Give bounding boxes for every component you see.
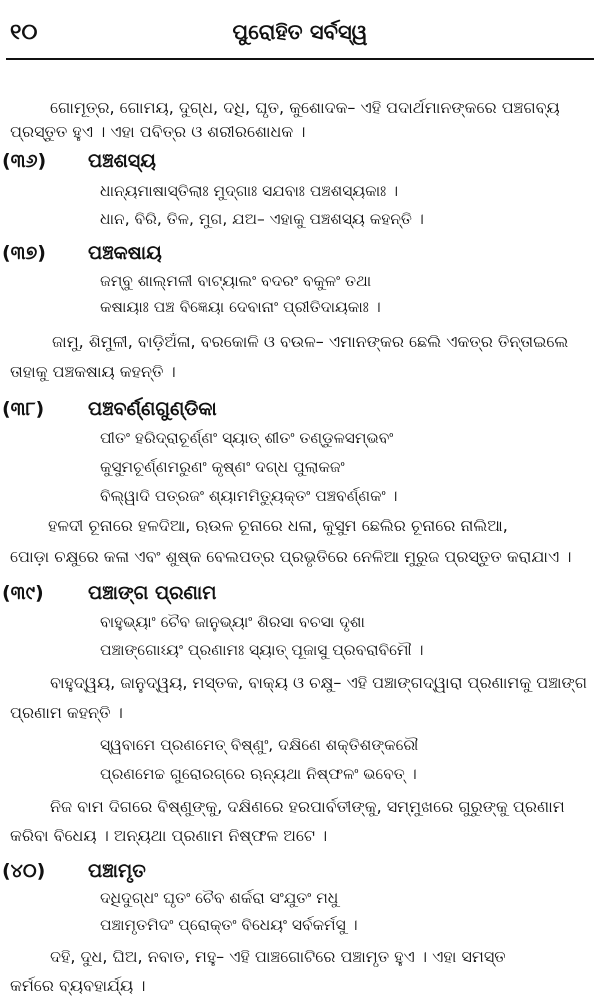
verse-line: କଷାୟାଃ ପଞ୍ଚ ବିଜ୍ଞେୟା ଦେବାନାଂ ପ୍ରୀତିଦାୟକାଃ । xyxy=(100,298,381,316)
section-heading-36 xyxy=(2,148,156,174)
section-title: ପଞ୍ଚାଙ୍ଗ ପ୍ରଣାମ xyxy=(88,582,217,604)
verse-line: ଧାନ୍ୟମାଷାସ୍ତିଲାଃ ମୁଦ୍ଗାଃ ସଯବାଃ ପଞ୍ଚଶସ୍ୟକାଃ । xyxy=(100,182,399,200)
verse-line: ପ୍ରଣମେଚ୍ଚ ଗୁରୋରଗ୍ରେ ଋନ୍ୟଥା ନିଷ୍ଫଳଂ ଭବେତ୍ । xyxy=(100,765,417,783)
paragraph-line: ତାହାକୁ ପଞ୍ଚକଷାୟ କହନ୍ତି । xyxy=(10,362,176,381)
verse-line: ବିଲ୍ୱାଦି ପତ୍ରଜଂ ଶ୍ୟାମମିତ୍ୟୁକ୍ତଂ ପଞ୍ଚବର୍ଣ୍ଣକଂ । xyxy=(100,487,398,505)
paragraph-line: ଜାମୁ, ଶିମୁଳୀ, ବାଡ଼ିଅଁଳା, ବରକୋଳି ଓ ବଉଳ– ଏମାନଙ୍କର ଛେଲି ଏକତ୍ର ତିନ୍ତାଇଲେ xyxy=(52,332,569,351)
section-number: (୪୦) xyxy=(2,860,46,882)
page-title: ପୁରୋହିତ ସର୍ବସ୍ୱ xyxy=(232,20,368,44)
verse-line: ବାହୁଭ୍ୟାଂ ଚୈବ ଜାନୁଭ୍ୟାଂ ଶିରସା ବଚସା ଦୃଶା xyxy=(100,613,365,631)
intro-line-2: ପ୍ରସ୍ତୁତ ହୁଏ । ଏହା ପବିତ୍ର ଓ ଶରୀରଶୋଧକ । xyxy=(10,122,306,141)
verse-line: ଜମ୍ବୁ ଶାଲ୍ମଳୀ ବାଟ୍ୟାଲଂ ବଦରଂ ବକୁଳଂ ତଥା xyxy=(100,272,372,290)
page-number: ୧୦ xyxy=(10,20,38,45)
section-title: ପଞ୍ଚକଷାୟ xyxy=(88,242,162,264)
paragraph-line: ପୋଡ଼ା ଚକ୍ଷୁରେ କଳା ଏବଂ ଶୁଷ୍କ ବେଲପତ୍ର ପ୍ରଭୃତିରେ ନେଳିଆ ମୁରୁଜ ପ୍ରସ୍ତୁତ କରାଯାଏ । xyxy=(10,547,572,566)
section-heading-40 xyxy=(2,858,146,884)
verse-line: ଦଧିଦୁଗ୍ଧଂ ଘୃତଂ ଚୈବ ଶର୍କରା ସଂଯୁତଂ ମଧୁ xyxy=(100,889,339,907)
section-number: (୩୯) xyxy=(2,582,44,604)
page-header xyxy=(0,20,600,52)
paragraph-line: ବାହୁଦ୍ୱୟ, ଜାନୁଦ୍ୱୟ, ମସ୍ତକ, ବାକ୍ୟ ଓ ଚକ୍ଷୁ– ଏହି ପଞ୍ଚାଙ୍ଗଦ୍ୱାରା ପ୍ରଣାମକୁ ପଞ୍ଚାଙ୍ଗ xyxy=(50,673,588,692)
paragraph-line: ଧାନ, ବିରି, ତିଳ, ମୁଗ, ଯଅ– ଏହାକୁ ପଞ୍ଚଶସ୍ୟ କହନ୍ତି । xyxy=(100,210,424,228)
paragraph-line: କର୍ମରେ ବ୍ୟବହାର୍ଯ୍ୟ । xyxy=(10,976,146,995)
section-heading-37 xyxy=(2,240,162,266)
section-number: (୩୮) xyxy=(2,398,45,420)
paragraph-line: କରିବା ବିଧେୟ । ଅନ୍ୟଥା ପ୍ରଣାମ ନିଷ୍ଫଳ ଅଟେ । xyxy=(10,826,328,845)
verse-line: ପଞ୍ଚାମୃତମିଦଂ ପ୍ରୋକ୍ତଂ ବିଧେୟଂ ସର୍ବକର୍ମସୁ । xyxy=(100,916,358,934)
paragraph-line: ଦହି, ଦୁଧ, ଘିଅ, ନବାତ, ମହୁ– ଏହି ପାଞ୍ଚଗୋଟିରେ ପଞ୍ଚାମୃତ ହୁଏ । ଏହା ସମସ୍ତ xyxy=(50,947,506,966)
header-rule xyxy=(6,58,594,60)
section-title: ପଞ୍ଚଶସ୍ୟ xyxy=(88,150,156,172)
section-title: ପଞ୍ଚବର୍ଣ୍ଣଗୁଣ୍ଡିକା xyxy=(88,398,217,420)
verse-line: କୁସୁମଚୂର୍ଣ୍ଣମରୁଣଂ କୃଷ୍ଣଂ ଦଗ୍ଧ ପୁଲାକଜଂ xyxy=(100,458,345,476)
paragraph-line: ହଳଦୀ ଚୂନାରେ ହଳଦିଆ, ଋଉଳ ଚୂନାରେ ଧଳା, କୁସୁମ ଛେଲିର ଚୂନାରେ ନାଲିଆ, xyxy=(48,516,508,535)
section-title: ପଞ୍ଚାମୃତ xyxy=(88,860,146,882)
section-heading-39 xyxy=(2,580,216,606)
intro-line-1: ଗୋମୂତ୍ର, ଗୋମୟ, ଦୁଗ୍ଧ, ଦଧି, ଘୃତ, କୁଶୋଦକ– ଏହି ପଦାର୍ଥମାନଙ୍କରେ ପଞ୍ଚଗବ୍ୟ xyxy=(50,98,560,117)
section-number: (୩୬) xyxy=(2,150,47,172)
paragraph-line: ନିଜ ବାମ ଦିଗରେ ବିଷ୍ଣୁଙ୍କୁ, ଦକ୍ଷିଣରେ ହରପାର୍ବତୀଙ୍କୁ, ସମ୍ମୁଖରେ ଗୁରୁଙ୍କୁ ପ୍ରଣାମ xyxy=(50,797,565,816)
section-heading-38 xyxy=(2,396,217,422)
section-number: (୩୭) xyxy=(2,242,46,264)
paragraph-line: ପ୍ରଣାମ କହନ୍ତି । xyxy=(10,703,123,722)
verse-line: ପଞ୍ଚାଙ୍ଗୋଽୟଂ ପ୍ରଣାମଃ ସ୍ୟାତ୍ ପୂଜାସୁ ପ୍ରବରାବିମୌ । xyxy=(100,641,424,659)
verse-line: ସ୍ୱବାମେ ପ୍ରଣମେତ୍ ବିଷ୍ଣୁଂ, ଦକ୍ଷିଣେ ଶକ୍ତିଶଙ୍କରୌ xyxy=(100,736,419,754)
verse-line: ପୀତଂ ହରିଦ୍ରାଚୂର୍ଣ୍ଣଂ ସ୍ୟାତ୍ ଶୀତଂ ତଣ୍ଡୁଳସମ୍ଭବଂ xyxy=(100,429,394,447)
